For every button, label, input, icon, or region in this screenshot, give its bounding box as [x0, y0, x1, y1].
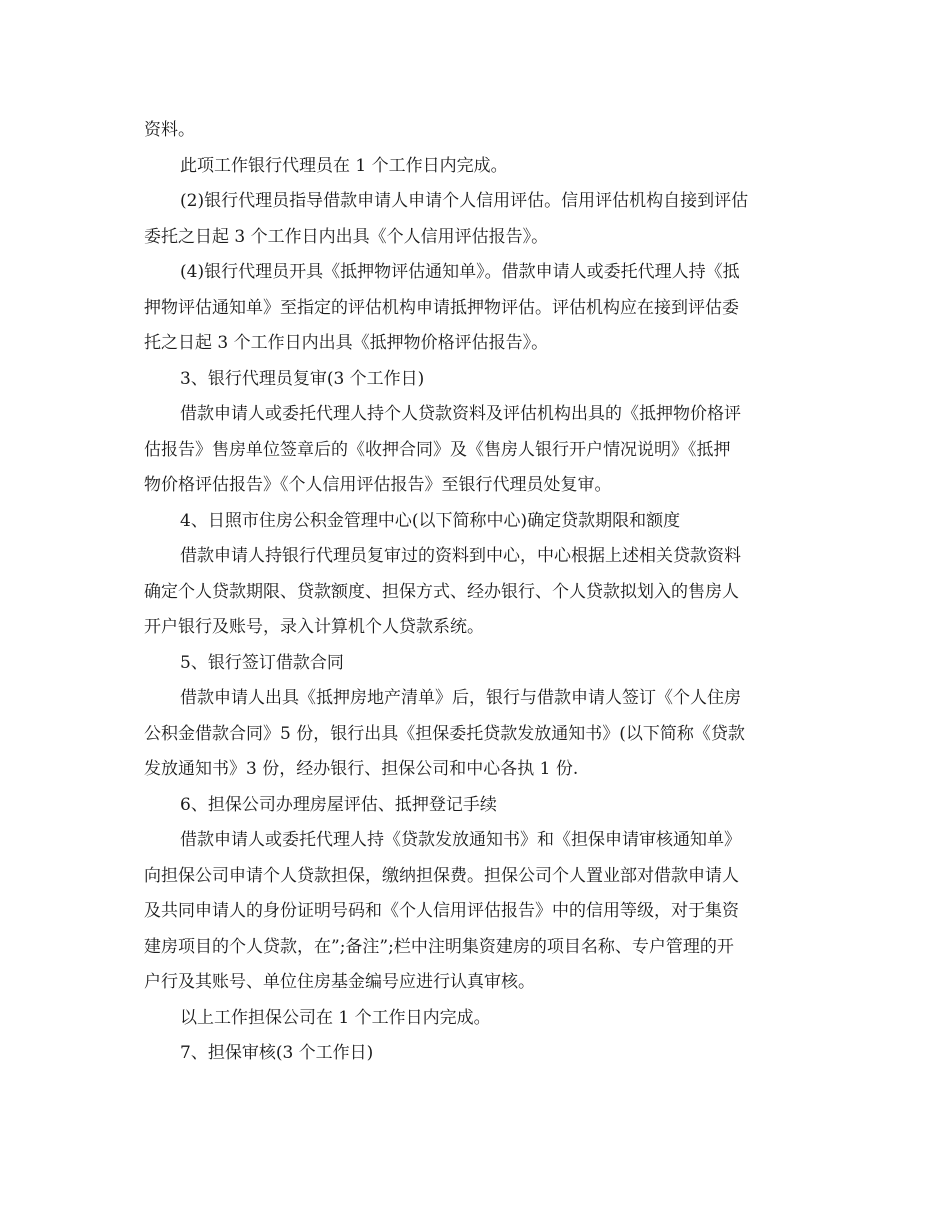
- text-line: 确定个人贷款期限、贷款额度、担保方式、经办银行、个人贷款拟划入的售房人: [144, 581, 739, 602]
- text-line: 押物评估通知单》至指定的评估机构申请抵押物评估。评估机构应在接到评估委: [144, 297, 739, 318]
- text-line: 4、日照市住房公积金管理中心(以下简称中心)确定贷款期限和额度: [180, 510, 681, 531]
- document-body: [144, 113, 814, 1072]
- text-line: 7、担保审核(3 个工作日): [180, 1043, 374, 1063]
- text-line: 5、银行签订借款合同: [180, 652, 344, 673]
- text-line: 公积金借款合同》5 份，银行出具《担保委托贷款发放通知书》(以下简称《贷款: [144, 723, 745, 744]
- text-line: 开户银行及账号，录入计算机个人贷款系统。: [144, 617, 484, 637]
- text-line: 此项工作银行代理员在 1 个工作日内完成。: [180, 155, 508, 176]
- text-line: 资料。: [144, 120, 195, 140]
- text-line: 借款申请人或委托代理人持个人贷款资料及评估机构出具的《抵押物价格评: [180, 404, 741, 424]
- text-line: 以上工作担保公司在 1 个工作日内完成。: [180, 1007, 491, 1028]
- text-line: 3、银行代理员复审(3 个工作日): [180, 368, 425, 389]
- text-line: 借款申请人出具《抵押房地产清单》后，银行与借款申请人签订《个人住房: [180, 688, 741, 708]
- text-line: 户行及其账号、单位住房基金编号应进行认真审核。: [144, 972, 535, 992]
- text-line: 委托之日起 3 个工作日内出具《个人信用评估报告》。: [144, 226, 549, 247]
- text-line: 向担保公司申请个人贷款担保，缴纳担保费。担保公司个人置业部对借款申请人: [144, 865, 739, 886]
- text-line: 物价格评估报告》《个人信用评估报告》至银行代理员处复审。: [144, 475, 612, 495]
- text-line: (4)银行代理员开具《抵押物评估通知单》。借款申请人或委托代理人持《抵: [180, 262, 740, 282]
- text-line: 借款申请人持银行代理员复审过的资料到中心，中心根据上述相关贷款资料: [180, 546, 741, 566]
- text-line: 借款申请人或委托代理人持《贷款发放通知书》和《担保申请审核通知单》: [180, 830, 741, 850]
- text-line: 估报告》售房单位签章后的《收押合同》及《售房人银行开户情况说明》《抵押: [144, 439, 731, 460]
- text-line: 发放通知书》3 份，经办银行、担保公司和中心各执 1 份.: [144, 759, 579, 779]
- text-line: 6、担保公司办理房屋评估、抵押登记手续: [180, 794, 497, 815]
- text-line: 托之日起 3 个工作日内出具《抵押物价格评估报告》。: [144, 333, 549, 353]
- text-line: (2)银行代理员指导借款申请人申请个人信用评估。信用评估机构自接到评估: [180, 191, 749, 211]
- text-line: 建房项目的个人贷款，在”;备注”;栏中注明集资建房的项目名称、专户管理的开: [144, 936, 734, 957]
- text-line: 及共同申请人的身份证明号码和《个人信用评估报告》中的信用等级，对于集资: [144, 901, 739, 921]
